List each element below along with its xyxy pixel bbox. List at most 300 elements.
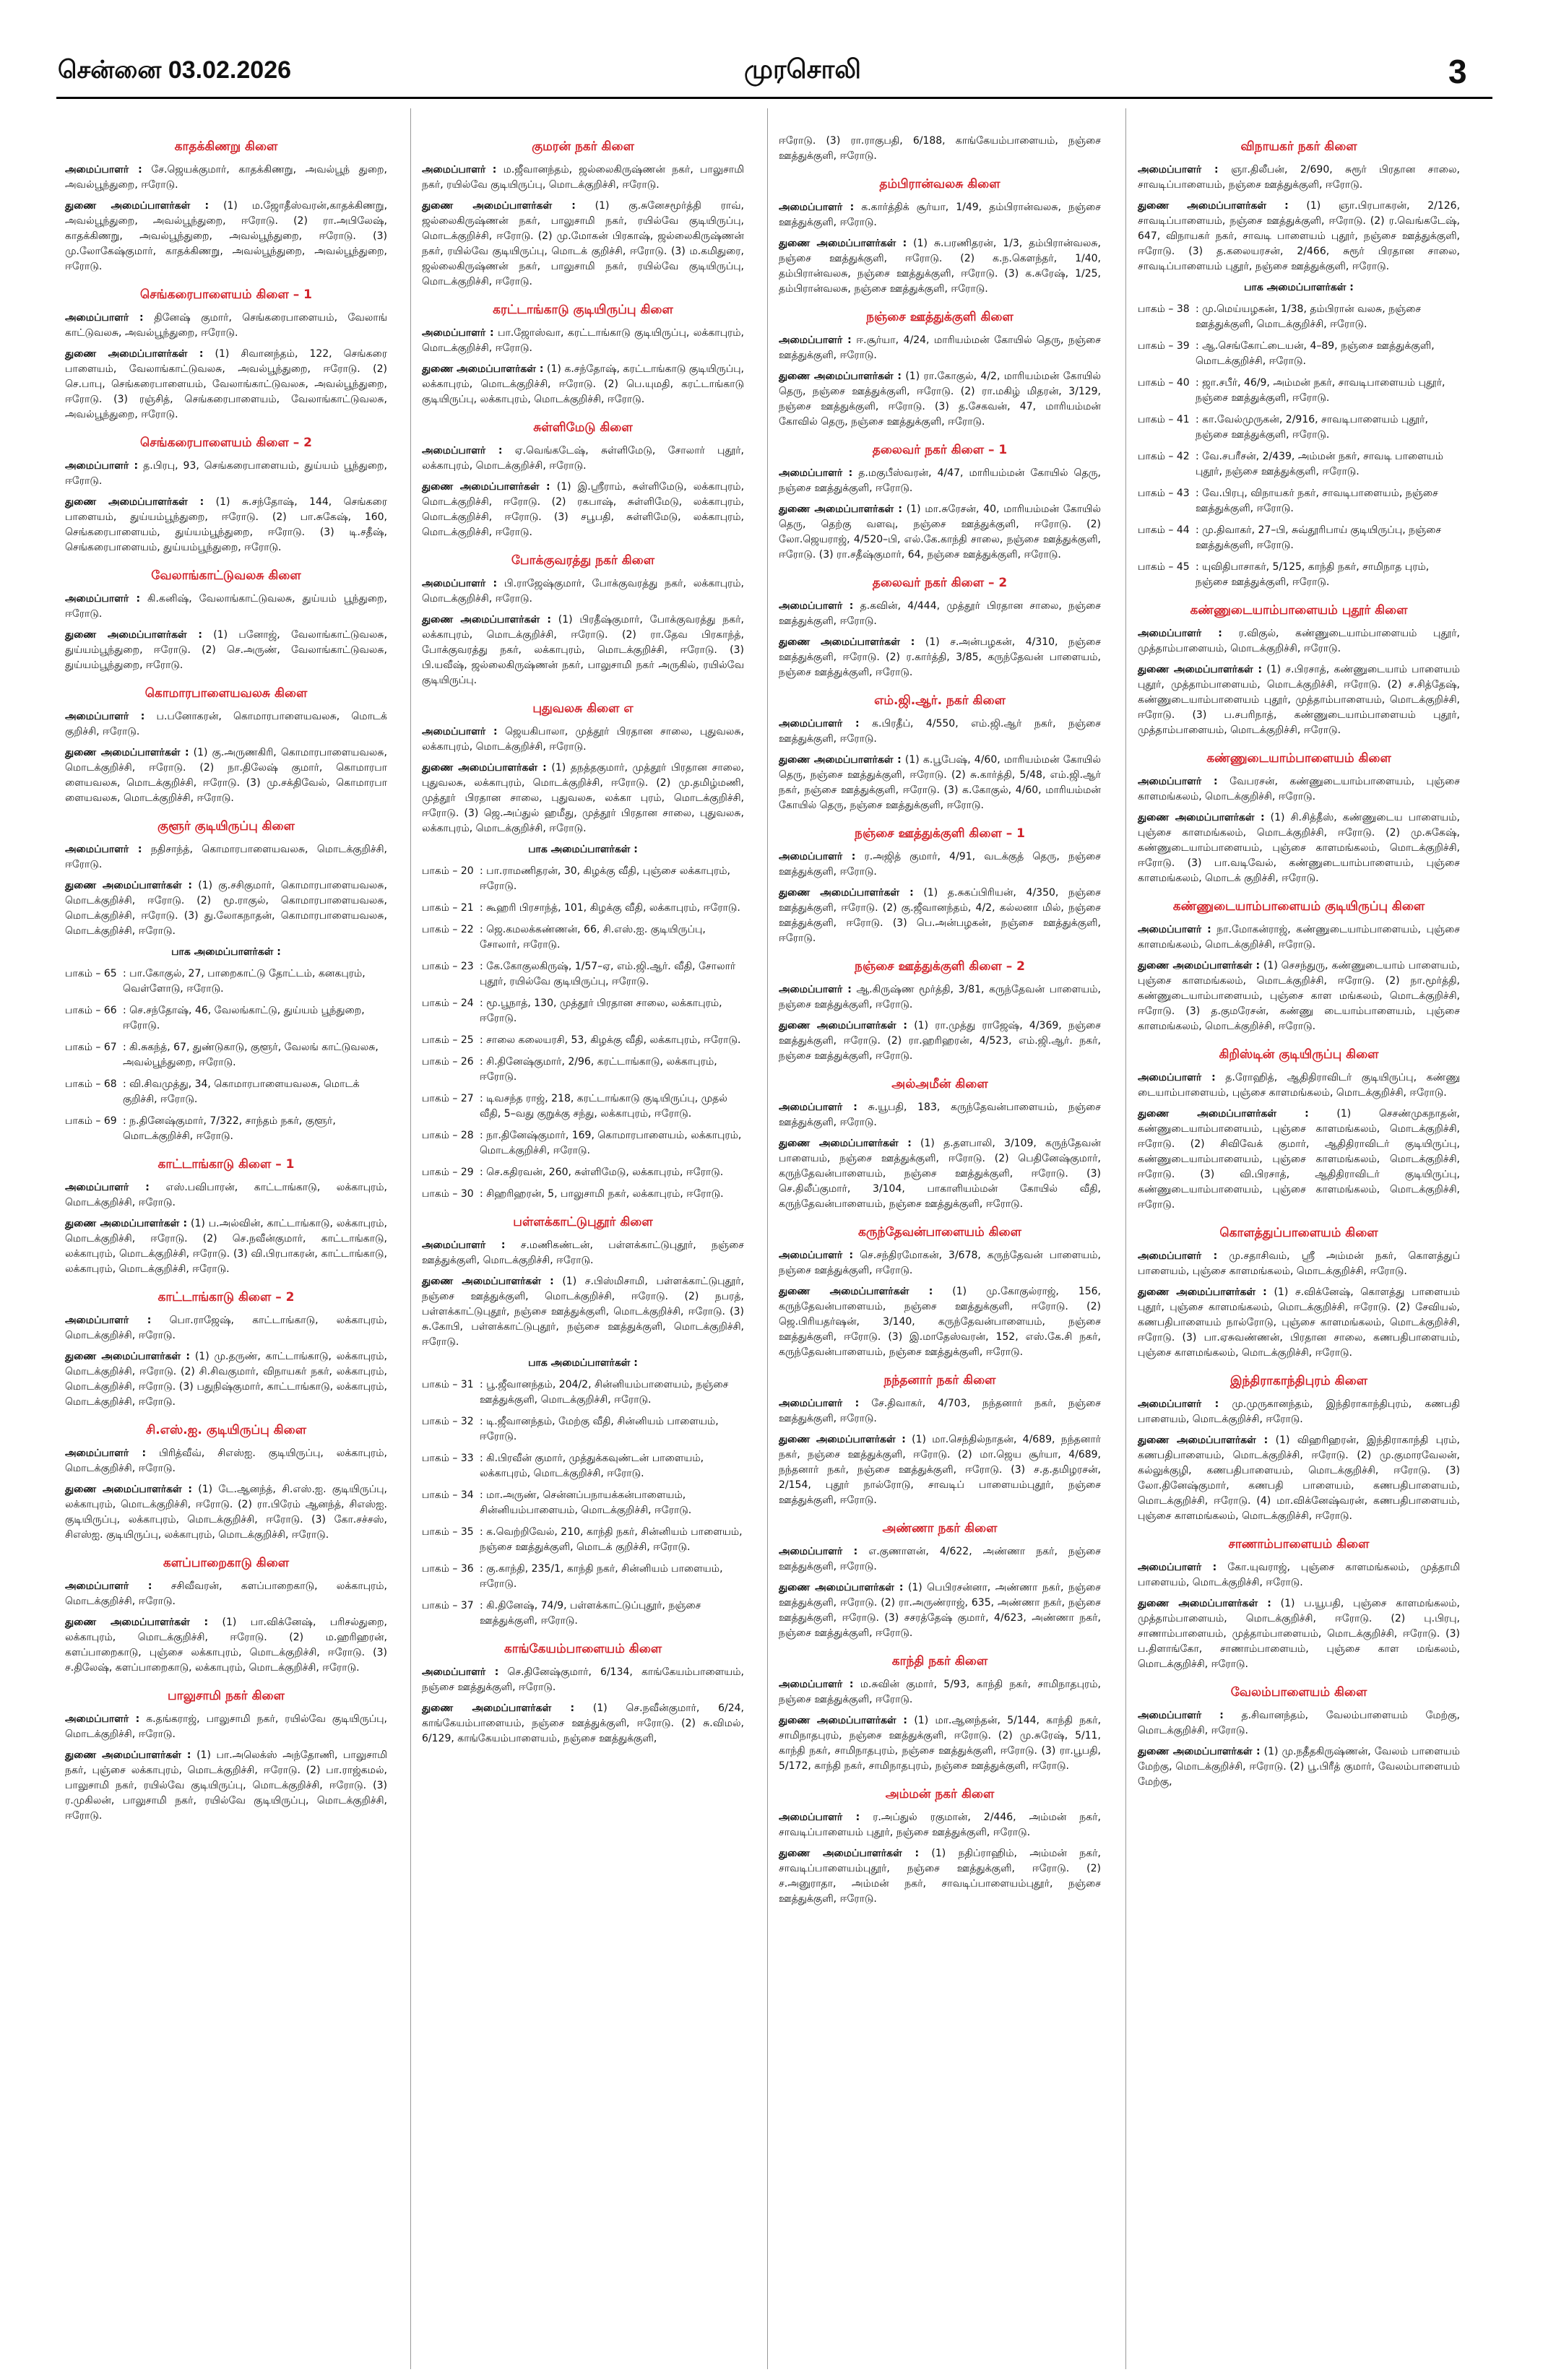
organizer-label: அமைப்பாளர் :	[422, 445, 503, 456]
branch-section	[1138, 899, 1460, 1034]
deputy-label: துணை அமைப்பாளர்கள் :	[1138, 1598, 1271, 1609]
branch-title: சுள்ளிமேடு கிளை	[533, 420, 633, 435]
branch-title: நஞ்சை ஊத்துக்குளி கிளை – 2	[855, 959, 1025, 974]
branch-section	[65, 436, 387, 555]
deputy-label: துணை அமைப்பாளர்கள் :	[65, 348, 204, 360]
organizer-label: அமைப்பாளர் :	[779, 202, 855, 213]
deputy-entry	[422, 1701, 744, 1747]
deputy-label: துணை அமைப்பாளர்கள் :	[779, 754, 902, 766]
bagam-number: பாகம் – 33	[422, 1453, 474, 1464]
organizer-entry	[65, 1712, 387, 1742]
deputy-label: துணை அமைப்பாளர்கள் :	[779, 887, 914, 899]
column-divider	[767, 108, 768, 2369]
bagam-row	[1138, 376, 1460, 406]
column-2	[422, 134, 744, 1760]
deputy-names: (1) ச.அன்பழகன், 4/310, நஞ்சை ஊத்துக்குளி, ஈரோடு. (2) ர.கார்த்தி, 3/85, கருந்தேவன் பாளையம், நஞ்சை ஊத்துக்குளி, ஈரோடு.	[779, 636, 1102, 678]
deputy-label: துணை அமைப்பாளர்கள் :	[65, 1218, 188, 1229]
bagam-row	[422, 1488, 744, 1518]
branch-section	[1138, 751, 1460, 886]
deputy-entry	[422, 199, 744, 290]
organizer-label: அமைப்பாளர் :	[422, 164, 497, 176]
branch-title: போக்குவரத்து நகர் கிளை	[511, 553, 655, 568]
bagam-number: பாகம் – 41	[1138, 414, 1190, 425]
organizer-name: மு.சதாசிவம், ஸ்ரீ அம்மன் நகர், கொளத்துப் பாளையம், புஞ்சை காளமங்கலம், மொடக்குறிச்சி, ஈரோடு.	[1138, 1250, 1460, 1277]
organizer-entry	[779, 982, 1101, 1013]
deputy-names: (1) செ.நவீன்குமார், 6/24, காங்கேயம்பாளையம், நஞ்சை ஊத்துக்குளி, ஈரோடு. (2) சு.விமல், 6/129, காங்கேயம்பாளையம், நஞ்சை ஊத்துக்குளி,	[422, 1702, 744, 1744]
bagam-row	[1138, 449, 1460, 480]
deputy-names: (1) பெபிரசன்னா, அண்ணா நகர், நஞ்சை ஊத்துக்குளி, ஈரோடு. (2) ரா.அருண்ராஜ், 635, அண்ணா நகர், நஞ்சை ஊத்துக்குளி, ஈரோடு. (3) சசரத்தேஷ் குமார், 4/623, அண்ணா நகர், நஞ்சை ஊத்துக்குளி, ஈரோடு.	[779, 1582, 1102, 1639]
deputy-names: (1) க.சந்தோஷ், கரட்டாங்காடு குடியிருப்பு, லக்காபுரம், மொடக்குறிச்சி, ஈரோடு. (2) பெ.யுமதி, கரட்டாங்காடு குடியிருப்பு, லக்காபுரம், மொடக்குறிச்சி, ஈரோடு.	[422, 363, 744, 405]
organizer-name: சசிவீவரன், களப்பாறைகாடு, லக்காபுரம், மொடக்குறிச்சி, ஈரோடு.	[65, 1580, 387, 1607]
deputy-entry	[65, 199, 387, 274]
deputy-label: துணை அமைப்பாளர்கள் :	[422, 200, 576, 212]
deputy-entry	[1138, 1285, 1460, 1361]
organizer-entry	[779, 466, 1101, 496]
bagam-organizer: : நா.தினேஷ்குமார், 169, கொமாரபாளையம், லக்காபுரம், மொடக்குறிச்சி, ஈரோடு.	[480, 1130, 742, 1156]
organizer-entry	[1138, 1070, 1460, 1101]
organizer-name: த.ரோஹித், ஆதிதிராவிடர் குடியிருப்பு, கண்ணு டையாம்பாளையம், புஞ்சை காளமங்கலம், மொடக்குறிச்சி, ஈரோடு.	[1138, 1072, 1460, 1099]
bagam-row	[65, 966, 387, 997]
branch-section	[422, 701, 744, 1202]
newspaper-name: முரசொலி	[744, 55, 861, 85]
bagam-number: பாகம் – 39	[1138, 340, 1190, 352]
organizer-entry	[779, 849, 1101, 880]
organizer-name: கி.கனிஷ், வேலாங்காட்டுவலசு, துய்யம் பூந்துறை, ஈரோடு.	[65, 593, 387, 620]
deputy-label: துணை அமைப்பாளர்கள் :	[779, 636, 915, 648]
branch-section	[1138, 1226, 1460, 1361]
organizer-label: அமைப்பாளர் :	[422, 726, 498, 737]
bagam-row	[422, 1165, 744, 1180]
branch-title: களப்பாறைகாடு கிளை	[163, 1556, 290, 1570]
deputy-entry	[1138, 1744, 1460, 1790]
bagam-number: பாகம் – 42	[1138, 451, 1190, 462]
organizer-label: அமைப்பாளர் :	[779, 467, 853, 479]
bagam-number: பாகம் – 20	[422, 865, 474, 877]
branch-title: அம்மன் நகர் கிளை	[885, 1787, 995, 1801]
branch-title: செங்கரைபாளையம் கிளை – 1	[140, 287, 312, 302]
branch-section	[65, 1556, 387, 1676]
branch-title: கொளத்துப்பாளையம் கிளை	[1219, 1226, 1378, 1240]
column-4	[1138, 134, 1460, 1803]
branch-title: அண்ணா நகர் கிளை	[882, 1521, 998, 1536]
branch-section	[1138, 1685, 1460, 1790]
organizer-name: பிரித்வீவ், சிஎஸ்ஐ. குடியிருப்பு, லக்காபுரம், மொடக்குறிச்சி, ஈரோடு.	[65, 1448, 388, 1474]
organizer-name: ர.அஜித் குமார், 4/91, வடக்குத் தெரு, நஞ்சை ஊத்துக்குளி, ஈரோடு.	[779, 851, 1101, 878]
deputy-names: (1) மு.கோகுல்ராஜ், 156, கருந்தேவன்பாளையம், நஞ்சை ஊத்துக்குளி, ஈரோடு. (2) ஜெ.பிரியதர்ஷன், 3/140, கருந்தேவன்பாளையம், நஞ்சை ஊத்துக்குளி, ஈரோடு. (3) இ.மாதேஸ்வரன், 152, எஸ்.கே.சி நகர், கருந்தேவன்பாளையம், நஞ்சை ஊத்துக்குளி, ஈரோடு.	[779, 1286, 1101, 1358]
organizer-label: அமைப்பாளர் :	[1138, 924, 1211, 935]
branch-section	[422, 1215, 744, 1629]
bagam-organizer: : பா.கோகுல், 27, பாறைகாட்டு தோட்டம், கனகபுரம், வெள்ளோடு, ஈரோடு.	[123, 968, 366, 995]
organizer-entry	[65, 842, 387, 873]
deputy-names: (1) கு.சசிகுமார், கொமாரபாளையவலசு, மொடக்குறிச்சி, ஈரோடு. (2) மூ.ராகுல், கொமாரபாளையவலசு, மொடக்குறிச்சி, ஈரோடு. (3) து.லோகநாதன், கொமாரபாளையவலசு, மொடக்குறிச்சி, ஈரோடு.	[65, 880, 387, 937]
organizer-name: மு.முருகானந்தம், இந்திராகாந்திபுரம், கணபதி பாளையம், மொடக்குறிச்சி, ஈரோடு.	[1138, 1398, 1460, 1425]
deputy-entry	[1138, 810, 1460, 886]
branch-title: தலைவர் நகர் கிளை – 2	[872, 576, 1008, 590]
deputy-label: துணை அமைப்பாளர்கள் :	[65, 747, 189, 758]
deputy-names: (1) மு.நதீதகிருஷ்ணன், வேலம் பாளையம் மேற்கு, மொடக்குறிச்சி, ஈரோடு. (2) பூ.பிரீத் குமார், வேலம்பாளையம் மேற்கு,	[1138, 1746, 1460, 1788]
deputy-entry	[779, 1580, 1101, 1641]
column-divider	[1125, 108, 1126, 2369]
organizer-label: அமைப்பாளர் :	[422, 578, 498, 589]
organizer-label: அமைப்பாளர் :	[65, 1182, 150, 1193]
deputy-label: துணை அமைப்பாளர்கள் :	[1138, 1108, 1309, 1120]
deputy-names: (1) ரா.கோகுல், 4/2, மாரியம்மன் கோயில் தெரு, நஞ்சை ஊத்துக்குளி, ஈரோடு. (2) ரா.மகிழ் மிதரன், 3/129, நஞ்சை ஊத்துக்குளி, ஈரோடு. (3) த.சேகவன், 47, மாரியம்மன் கோவில் தெரு, நஞ்சை ஊத்துக்குளி, ஈரோடு.	[779, 371, 1101, 428]
organizer-name: சு.யூபதி, 183, கருந்தேவன்பாளையம், நஞ்சை ஊத்துக்குளி, ஈரோடு.	[779, 1102, 1102, 1128]
bagam-number: பாகம் – 66	[65, 1005, 117, 1016]
deputy-names: (1) கு.சுனேசமூர்த்தி ராவ், ஜல்லைகிருஷ்ணன் நகர், பாலுசாமி நகர், ரயில்வே குடியிருப்பு, மொடக்குறிச்சி, ஈரோடு. (2) மு.மோகன் பிரகாஷ், ஜல்லைகிருஷ்ணன் நகர், ரயில்வே குடியிருப்பு, மொடக் குறிச்சி, ஈரோடு. (3) ம.கமிதுரை, ஜல்லைகிருஷ்ணன் நகர், பாலுசாமி நகர், ரயில்வே குடியிருப்பு, மொடக்குறிச்சி, ஈரோடு.	[422, 200, 744, 287]
organizer-label: அமைப்பாளர் :	[65, 1713, 140, 1725]
organizer-entry	[65, 592, 387, 622]
organizer-name: நா.மோகன்ராஜ், கண்ணுடையாம்பாளையம், புஞ்சை காளமங்கலம், மொடக்குறிச்சி, ஈரோடு.	[1138, 924, 1460, 951]
branch-title: இந்திராகாந்திபுரம் கிளை	[1229, 1374, 1367, 1388]
bagam-row	[422, 1562, 744, 1592]
bagam-number: பாகம் – 31	[422, 1379, 474, 1390]
branch-section	[1138, 1047, 1460, 1213]
bagam-organizer: : ஜெ.கமலக்கண்ணன், 66, சி.எஸ்.ஐ. குடியிருப்பு, சோலார், ஈரோடு.	[480, 924, 706, 951]
organizer-name: ப.பனோகரன், கொமாரபாளையவலசு, மொடக் குறிச்சி, ஈரோடு.	[65, 711, 387, 737]
deputy-names: (1) க.பூபேஷ், 4/60, மாரியம்மன் கோயில் தெரு, நஞ்சை ஊத்துக்குளி, ஈரோடு. (2) சு.கார்த்தி, 5/48, எம்.ஜி.ஆர் நகர், நஞ்சை ஊத்துக்குளி, ஈரோடு. (3) க.கோகுல், 4/60, மாரியம்மன் கோயில் தெரு, நஞ்சை ஊத்துக்குளி, ஈரோடு.	[779, 754, 1101, 811]
deputy-label: துணை அமைப்பாளர்கள் :	[779, 503, 902, 515]
bagam-row	[422, 1033, 744, 1048]
bagam-row	[65, 1040, 387, 1070]
bagam-number: பாகம் – 30	[422, 1188, 474, 1200]
organizer-entry	[779, 1100, 1101, 1130]
deputy-entry	[779, 1432, 1101, 1508]
branch-title: வேலம்பாளையம் கிளை	[1230, 1685, 1367, 1700]
bagam-organizer: : சிஹரிஹரன், 5, பாலுசாமி நகர், லக்காபுரம், ஈரோடு.	[480, 1188, 724, 1200]
bagam-number: பாகம் – 38	[1138, 303, 1190, 315]
branch-section	[779, 1654, 1101, 1774]
deputy-entry	[1138, 1596, 1460, 1672]
deputy-entry	[1138, 959, 1460, 1034]
deputy-names: (1) கு.அருணகிரி, கொமாரபாளையவலசு, மொடக்குறிச்சி, ஈரோடு. (2) நா.திலேஷ் குமார், கொமாரபா ளையவலசு, மொடக்குறிச்சி, ஈரோடு. (3) மு.சக்திவேல், கொமாரபா ளையவலசு, மொடக்குறிச்சி, ஈரோடு.	[65, 747, 388, 804]
organizer-label: அமைப்பாளர் :	[65, 312, 144, 324]
organizer-name: பா.ஜோஸ்வா, கரட்டாங்காடு குடியிருப்பு, லக்காபுரம், மொடக்குறிச்சி, ஈரோடு.	[422, 327, 744, 354]
branch-section	[422, 303, 744, 407]
branch-title: குமரன் நகர் கிளை	[532, 139, 634, 154]
organizer-label: அமைப்பாளர் :	[779, 1250, 854, 1261]
deputy-entry	[779, 753, 1101, 813]
deputy-label: துணை அமைப்பாளர்கள் :	[65, 1484, 192, 1495]
branch-section	[1138, 603, 1460, 738]
branch-section	[779, 177, 1101, 297]
deputy-entry	[779, 635, 1101, 680]
branch-section	[65, 1157, 387, 1277]
organizer-entry	[422, 724, 744, 755]
page-number: 3	[1448, 53, 1467, 90]
organizer-entry	[1138, 1249, 1460, 1279]
bagam-number: பாகம் – 24	[422, 998, 474, 1009]
deputy-label: துணை அமைப்பாளர்கள் :	[65, 200, 209, 212]
branch-section	[779, 1373, 1101, 1508]
deputy-label: துணை அமைப்பாளர்கள் :	[422, 1702, 575, 1714]
deputy-names: (1) ப.அல்வின், காட்டாங்காடு, லக்காபுரம், மொடக்குறிச்சி, ஈரோடு. (2) செ.நவீன்குமார், காட்டாங்காடு, லக்காபுரம், மொடக்குறிச்சி, ஈரோடு. (3) வி.பிரபாகரன், காட்டாங்காடு, லக்காபுரம், மொடக்குறிச்சி, ஈரோடு.	[65, 1218, 388, 1275]
organizer-name: வேபரசன், கண்ணுடையாம்பாளையம், புஞ்சை காளமங்கலம், மொடக்குறிச்சி, ஈரோடு.	[1138, 776, 1460, 802]
organizer-entry	[422, 443, 744, 474]
deputy-names: (1) பா.அலெக்ஸ் அந்தோணி, பாலுசாமி நகர், புஞ்சை லக்காபுரம், மொடக்குறிச்சி, ஈரோடு. (2) பா.ராஜ்கமல், பாலுசாமி நகர், ரயில்வே குடியிருப்பு, மொடக்குறிச்சி, ஈரோடு. (3) ர.முகிலன், பாலுசாமி நகர், ரயில்வே குடியிருப்பு, மொடக்குறிச்சி, ஈரோடு.	[65, 1749, 388, 1822]
branch-title: நந்தனார் நகர் கிளை	[883, 1373, 996, 1388]
branch-section	[422, 553, 744, 688]
organizer-entry	[779, 1396, 1101, 1427]
deputy-entry	[65, 1216, 387, 1277]
bagam-row	[1138, 523, 1460, 553]
deputy-names: (1) சி.சித்தீஸ், கண்ணுடைய பாளையம், புஞ்சை காளமங்கலம், மொடக்குறிச்சி, ஈரோடு. (2) மு.சுகேஷ், கண்ணுடையாம்பாளையம், புஞ்சை காளமங்கலம், மொடக்குறிச்சி, ஈரோடு. (3) பா.வடிவேல், கண்ணுடையாம்பாளையம், புஞ்சை காளமங்கலம், மொடக் குறிச்சி, ஈரோடு.	[1138, 812, 1461, 884]
deputy-entry	[65, 1349, 387, 1410]
deputy-entry	[422, 613, 744, 688]
organizer-name: த.சிவானந்தம், வேலம்பாளையம் மேற்கு, மொடக்குறிச்சி, ஈரோடு.	[1138, 1710, 1460, 1736]
bagam-organizer: : டி.ஜீவானந்தம், மேற்கு வீதி, சின்னியம் பாளையம், ஈரோடு.	[480, 1416, 719, 1442]
column-divider	[410, 108, 411, 2369]
organizer-entry	[65, 1180, 387, 1211]
deputy-label: துணை அமைப்பாளர்கள் :	[65, 629, 202, 641]
deputy-names: (1) தநத்தகுமார், முத்தூர் பிரதான சாலை, புதுவலசு, லக்காபுரம், மொடக்குறிச்சி, ஈரோடு. (2) மு.தமிழ்மணி, முத்தூர் பிரதான சாலை, புதுவலசு, லக்கா புரம், மொடக்குறிச்சி, ஈரோடு. (3) ஜெ.அப்துல் ஹமீது, முத்தூர் பிரதான சாலை, புதுவலசு, லக்காபுரம், மொடக்குறிச்சி, ஈரோடு.	[422, 762, 744, 834]
deputy-label: துணை அமைப்பாளர்கள் :	[779, 371, 902, 382]
branch-title: குளூர் குடியிருப்பு கிளை	[157, 819, 295, 834]
deputy-entry	[779, 886, 1101, 946]
organizer-label: அமைப்பாளர் :	[779, 334, 852, 346]
deputy-label: துணை அமைப்பாளர்கள் :	[779, 1715, 908, 1726]
organizer-label: அமைப்பாளர் :	[779, 1679, 854, 1690]
bagam-organizer: : செ.சந்தோஷ், 46, வேலங்காட்டு, துய்யம் பூந்துறை, ஈரோடு.	[123, 1005, 365, 1031]
deputy-label: துணை அமைப்பாளர்கள் :	[779, 1286, 933, 1297]
deputy-names: (1) இ.ஸ்ரீராம், சுள்ளிமேடு, லக்காபுரம், மொடக்குறிச்சி, ஈரோடு. (2) ரகபாஷ், சுள்ளிமேடு, லக்காபுரம், மொடக்குறிச்சி, ஈரோடு. (3) சபூபதி, சுள்ளிமேடு, லக்காபுரம், மொடக்குறிச்சி, ஈரோடு.	[422, 481, 745, 538]
bagam-number: பாகம் – 34	[422, 1489, 474, 1501]
deputy-names: (1) ச.பிஸ்மிசாமி, பள்ளக்காட்டுபுதூர், நஞ்சை ஊத்துக்குளி, மொடக்குறிச்சி, ஈரோடு. (2) நபரத், பள்ளக்காட்டுபுதூர், நஞ்சை ஊத்துக்குளி, மொடக்குறிச்சி, ஈரோடு. (3) சு.கோபி, பள்ளக்காட்டுபுதூர், நஞ்சை ஊத்துக்குளி, மொடக்குறிச்சி, ஈரோடு.	[422, 1276, 744, 1348]
organizer-label: அமைப்பாளர் :	[1138, 164, 1219, 176]
deputy-entry	[779, 502, 1101, 563]
organizer-name: த.பிரபு, 93, செங்கரைபாளையம், துய்யம் பூந்துறை, ஈரோடு.	[65, 460, 387, 487]
deputy-entry	[779, 1284, 1101, 1360]
organizer-name: ச.மணிகண்டன், பள்ளக்காட்டுபுதூர், நஞ்சை ஊத்துக்குளி, மொடக்குறிச்சி, ஈரோடு.	[422, 1239, 744, 1266]
deputy-entry	[65, 1748, 387, 1824]
bagam-header: பாக அமைப்பாளர்கள் :	[1244, 282, 1354, 293]
deputy-names: (1) மு.தருண், காட்டாங்காடு, லக்காபுரம், மொடக்குறிச்சி, ஈரோடு. (2) சி.சிவகுமார், விநாயகர் நகர், லக்காபுரம், மொடக்குறிச்சி, ஈரோடு. (3) பதுநிஷ்குமார், காட்டாங்காடு, லக்காபுரம், மொடக்குறிச்சி, ஈரோடு.	[65, 1351, 388, 1408]
deputy-entry	[779, 1713, 1101, 1774]
bagam-row	[422, 1377, 744, 1408]
branch-section	[779, 1077, 1101, 1212]
bagam-organizer: : டிவசந்த ராஜ், 218, கரட்டாங்காடு குடியிருப்பு, முதல் வீதி, 5–வது குறுக்கு சந்து, லக்காபுரம், ஈரோடு.	[480, 1093, 727, 1120]
organizer-label: அமைப்பாளர் :	[779, 600, 854, 612]
bagam-row	[422, 1598, 744, 1629]
deputy-label: துணை அமைப்பாளர்கள் :	[1138, 960, 1261, 972]
branch-title: நஞ்சை ஊத்துக்குளி கிளை	[866, 310, 1013, 324]
deputy-entry	[422, 1274, 744, 1350]
bagam-row	[422, 1128, 744, 1159]
branch-section	[779, 826, 1101, 946]
branch-title: சாணாம்பாளையம் கிளை	[1228, 1537, 1370, 1552]
bagam-organizer: : க.வெற்றிவேல், 210, காந்தி நகர், சின்னியம் பாளையம், நஞ்சை ஊத்துக்குளி, மொடக் குறிச்சி, ஈரோடு.	[480, 1526, 743, 1553]
bagam-number: பாகம் – 35	[422, 1526, 474, 1538]
organizer-entry	[779, 333, 1101, 363]
bagam-number: பாகம் – 23	[422, 961, 474, 972]
organizer-label: அமைப்பாளர் :	[779, 1102, 857, 1113]
deputy-names: (1) சு.பரணிதரன், 1/3, தம்பிரான்வலசு, நஞ்சை ஊத்துக்குளி, ஈரோடு. (2) க.ந.கௌந்தர், 1/40, தம்பிரான்வலசு, நஞ்சை ஊத்துக்குளி, ஈரோடு. (3) க.சுரேஷ், 1/25, தம்பிரான்வலசு, நஞ்சை ஊத்துக்குளி, ஈரோடு.	[779, 238, 1102, 295]
deputy-entry	[65, 1482, 387, 1543]
branch-section	[779, 1521, 1101, 1641]
organizer-entry	[779, 1810, 1101, 1840]
branch-title: தலைவர் நகர் கிளை – 1	[872, 443, 1008, 457]
deputy-names: (1) ரா.முத்து ராஜேஷ், 4/369, நஞ்சை ஊத்துக்குளி, ஈரோடு. (2) ரா.ஹரிஹரன், 4/523, எம்.ஜி.ஆர். நகர், நஞ்சை ஊத்துக்குளி, ஈரோடு.	[779, 1020, 1101, 1062]
bagam-header: பாக அமைப்பாளர்கள் :	[171, 946, 281, 958]
bagam-organizer: : கி.பிரவீன் குமார், முத்துக்கவுண்டன் பாளையம், லக்காபுரம், மொடக்குறிச்சி, ஈரோடு.	[480, 1453, 704, 1479]
bagam-row	[422, 1525, 744, 1555]
organizer-label: அமைப்பாளர் :	[65, 1315, 152, 1326]
branch-section	[779, 959, 1101, 1064]
organizer-label: அமைப்பாளர் :	[65, 844, 142, 855]
organizer-label: அமைப்பாளர் :	[779, 1398, 860, 1409]
deputy-label: துணை அமைப்பாளர்கள் :	[779, 1138, 912, 1149]
bagam-organizer: : வே.பிரபு, விநாயகர் நகர், சாவடிபாளையம், நஞ்சை ஊத்துக்குளி, ஈரோடு.	[1196, 488, 1438, 514]
branch-title: கண்ணுடையாம்பாளையம் கிளை	[1206, 751, 1391, 766]
deputy-label: துணை அமைப்பாளர்கள் :	[779, 1434, 906, 1445]
organizer-name: பொ.ராஜேஷ், காட்டாங்காடு, லக்காபுரம், மொடக்குறிச்சி, ஈரோடு.	[65, 1315, 387, 1341]
bagam-header: பாக அமைப்பாளர்கள் :	[528, 844, 638, 855]
branch-title: விநாயகர் நகர் கிளை	[1240, 139, 1357, 154]
organizer-entry	[65, 459, 387, 489]
branch-title: தம்பிரான்வலசு கிளை	[879, 177, 1000, 191]
organizer-name: எ.குணாளன், 4/622, அண்ணா நகர், நஞ்சை ஊத்துக்குளி, ஈரோடு.	[779, 1546, 1101, 1572]
organizer-label: அமைப்பாளர் :	[779, 984, 852, 995]
organizer-entry	[779, 1677, 1101, 1708]
deputy-label: துணை அமைப்பாளர்கள் :	[1138, 812, 1265, 823]
branch-title: நஞ்சை ஊத்துக்குளி கிளை – 1	[855, 826, 1025, 841]
deputy-label: துணை அமைப்பாளர்கள் :	[65, 880, 192, 891]
organizer-label: அமைப்பாளர் :	[422, 327, 494, 339]
organizer-label: அமைப்பாளர் :	[1138, 628, 1222, 639]
bagam-number: பாகம் – 29	[422, 1167, 474, 1178]
organizer-name: சே.திவாகர், 4/703, நந்தனார் நகர், நஞ்சை ஊத்துக்குளி, ஈரோடு.	[779, 1398, 1101, 1424]
deputy-names: (1) டே.ஆனந்த், சி.எஸ்.ஐ. குடியிருப்பு, லக்காபுரம், மொடக்குறிச்சி, ஈரோடு. (2) ரா.பிரேம் ஆனந்த், சிஎஸ்ஐ. குடியிருப்பு, லக்காபுரம், மொடக்குறிச்சி, ஈரோடு. (3) கோ.சச்சஸ், சிஎஸ்ஐ. குடியிருப்பு, லக்காபுரம், மொடக்குறிச்சி, ஈரோடு.	[65, 1484, 388, 1541]
bagam-organizer: : செ.கதிரவன், 260, சுள்ளிமேடு, லக்காபுரம், ஈரோடு.	[480, 1167, 724, 1178]
branch-title: கொமாரபாளையவலசு கிளை	[144, 686, 308, 701]
bagam-organizer: : பா.ராமணிதரன், 30, கிழக்கு வீதி, புஞ்சை லக்காபுரம், ஈரோடு.	[480, 865, 730, 892]
bagam-organizer: : ஜா.சபீர், 46/9, அம்மன் நகர், சாவடிபாளையம் புதூர், நஞ்சை ஊத்துக்குளி, ஈரோடு.	[1196, 377, 1445, 404]
organizer-entry	[65, 1446, 387, 1476]
organizer-name: செ.சந்திரமோகன், 3/678, கருந்தேவன் பாளையம், நஞ்சை ஊத்துக்குளி, ஈரோடு.	[779, 1250, 1101, 1276]
branch-title: புதுவலசு கிளை எ	[532, 701, 634, 716]
deputy-entry	[779, 236, 1101, 297]
deputy-entry	[422, 362, 744, 407]
branch-section	[422, 139, 744, 290]
organizer-entry	[65, 311, 387, 341]
bagam-number: பாகம் – 68	[65, 1078, 117, 1090]
organizer-entry	[779, 1248, 1101, 1278]
organizer-name: எஸ்.பவிபாரன், காட்டாங்காடு, லக்காபுரம், மொடக்குறிச்சி, ஈரோடு.	[65, 1182, 387, 1208]
deputy-names: (1) ப.யூபதி, புஞ்சை காளமங்கலம், முத்தாம்பாளையம், மொடக்குறிச்சி, ஈரோடு. (2) பு.பிரபு, சாணாம்பாளையம், முத்தாம்பாளையம், மொடக்குறிச்சி, ஈரோடு. (3) ப.திளாங்கோ, சாணாம்பாளையம், புஞ்சை காள மங்கலம், மொடக்குறிச்சி, ஈரோடு.	[1138, 1598, 1460, 1670]
branch-section	[65, 1290, 387, 1410]
branch-title: காதக்கிணறு கிளை	[174, 139, 278, 154]
deputy-label: துணை அமைப்பாளர்கள் :	[422, 481, 550, 493]
bagam-row	[422, 1451, 744, 1481]
organizer-name: சே.ஜெயக்குமார், காதக்கிணறு, அவல்பூந் துறை, அவல்பூந்துறை, ஈரோடு.	[65, 164, 387, 191]
deputy-label: துணை அமைப்பாளர்கள் :	[1138, 1746, 1261, 1757]
organizer-entry	[422, 1665, 744, 1695]
organizer-name: ம.ஜீவானந்தம், ஜல்லைகிருஷ்ணன் நகர், பாலுசாமி நகர், ரயில்வே குடியிருப்பு, மொடக்குறிச்சி, ஈரோடு.	[422, 164, 744, 191]
deputy-names: (1) செசந்துரு, கண்ணுடையாம் பாளையம், புஞ்சை காளமங்கலம், மொடக்குறிச்சி, ஈரோடு. (2) நா.மூர்த்தி, கண்ணுடையாம்பாளையம், புஞ்சை காள மங்கலம், மொடக்குறிச்சி, ஈரோடு. (3) த.குமரேசன், கண்ணு டையாம்பாளையம், புஞ்சை காளமங்கலம், மொடக்குறிச்சி, ஈரோடு.	[1138, 960, 1461, 1032]
branch-section	[65, 568, 387, 673]
bagam-organizer: : மு.திவாகர், 27–பி, சுவ்தூரிபாய் குடியிருப்பு, நஞ்சை ஊத்துக்குளி, ஈரோடு.	[1196, 524, 1442, 551]
branch-section	[65, 287, 387, 423]
deputy-entry	[1138, 199, 1460, 274]
organizer-name: நதிசாந்த், கொமாரபாளையவலசு, மொடக்குறிச்சி, ஈரோடு.	[65, 844, 387, 870]
deputy-entry	[779, 1846, 1101, 1907]
branch-section	[1138, 1374, 1460, 1524]
deputy-names: (1) பா.விக்னேஷ், பரிசல்துறை, லக்காபுரம், மொடக்குறிச்சி, ஈரோடு. (2) ம.ஹரிஹரன், களப்பாறைகாடு, புஞ்சை லக்காபுரம், மொடக்குறிச்சி, ஈரோடு. (3) ச.திலேஷ், களப்பாறைகாடு, லக்காபுரம், மொடக்குறிச்சி, ஈரோடு.	[65, 1617, 388, 1674]
bagam-row	[422, 864, 744, 894]
organizer-label: அமைப்பாளர் :	[779, 1812, 860, 1823]
deputy-label: துணை அமைப்பாளர்கள் :	[65, 1617, 209, 1628]
bagam-row	[422, 1414, 744, 1445]
continued-text: ஈரோடு. (3) ரா.ராகுபதி, 6/188, காங்கேயம்பாளையம், நஞ்சை ஊத்துக்குளி, ஈரோடு.	[779, 135, 1101, 162]
deputy-entry	[65, 628, 387, 673]
organizer-entry	[1138, 1397, 1460, 1427]
branch-title: வேலாங்காட்டுவலசு கிளை	[151, 568, 301, 583]
bagam-row	[422, 922, 744, 953]
branch-title: எம்.ஜி.ஆர். நகர் கிளை	[874, 693, 1006, 708]
organizer-entry	[65, 709, 387, 740]
organizer-entry	[65, 1313, 387, 1343]
deputy-entry	[65, 495, 387, 555]
deputy-entry	[779, 1018, 1101, 1064]
bagam-row	[65, 1114, 387, 1144]
bagam-number: பாகம் – 28	[422, 1130, 474, 1141]
organizer-name: த.கவின், 4/444, முத்தூர் பிரதான சாலை, நஞ்சை ஊத்துக்குளி, ஈரோடு.	[779, 600, 1101, 627]
organizer-name: பி.ராஜேஷ்குமார், போக்குவரத்து நகர், லக்காபுரம், மொடக்குறிச்சி, ஈரோடு.	[422, 578, 744, 605]
branch-title: கண்ணுடையாம்பாளையம் குடியிருப்பு கிளை	[1172, 899, 1425, 914]
bagam-number: பாகம் – 32	[422, 1416, 474, 1427]
deputy-entry	[65, 347, 387, 423]
organizer-name: க.தங்கராஜ், பாலுசாமி நகர், ரயில்வே குடியிருப்பு, மொடக்குறிச்சி, ஈரோடு.	[65, 1713, 387, 1740]
branch-title: காட்டாங்காடு கிளை – 1	[157, 1157, 295, 1172]
branch-section	[779, 134, 1101, 164]
deputy-label: துணை அமைப்பாளர்கள் :	[65, 1351, 191, 1362]
deputy-names: (1) மா.ஆனந்தன், 5/144, காந்தி நகர், சாமிநாதபுரம், நஞ்சை ஊத்துக்குளி, ஈரோடு. (2) மு.சுரேஷ், 5/11, காந்தி நகர், சாமிநாதபுரம், நஞ்சை ஊத்துக்குளி, ஈரோடு. (3) ரா.பூபதி, 5/172, காந்தி நகர், சாமிநாதபுரம், நஞ்சை ஊத்துக்குளி, ஈரோடு.	[779, 1715, 1102, 1772]
bagam-number: பாகம் – 40	[1138, 377, 1190, 389]
deputy-names: (1) ம.ஜோதீஸ்வரன்,காதக்கிணறு, அவல்பூந்துறை, அவல்பூந்துறை, ஈரோடு. (2) ரா.அபிலேஷ், காதக்கிணறு, அவல்பூந்துறை, அவல்பூந்துறை, ஈரோடு. (3) மு.லோகேஷ்குமார், காதக்கிணறு, அவல்பூந்துறை, அவல்பூந்துறை, ஈரோடு.	[65, 200, 388, 272]
organizer-entry	[422, 163, 744, 193]
bagam-organizer: : கு.காந்தி, 235/1, காந்தி நகர், சின்னியம் பாளையம், ஈரோடு.	[480, 1563, 723, 1590]
organizer-name: கோ.யுவராஜ், புஞ்சை காளமங்கலம், முத்தாமி பாளையம், மொடக்குறிச்சி, ஈரோடு.	[1138, 1562, 1460, 1588]
organizer-name: க.கார்த்திக் சூர்யா, 1/49, தம்பிரான்வலசு, நஞ்சை ஊத்துக்குளி, ஈரோடு.	[779, 202, 1101, 228]
bagam-number: பாகம் – 67	[65, 1042, 117, 1053]
organizer-name: ம.சுவின் குமார், 5/93, காந்தி நகர், சாமிநாதபுரம், நஞ்சை ஊத்துக்குளி, ஈரோடு.	[779, 1679, 1101, 1705]
bagam-number: பாகம் – 43	[1138, 488, 1190, 499]
deputy-entry	[1138, 1433, 1460, 1524]
deputy-label: துணை அமைப்பாளர்கள் :	[422, 363, 544, 375]
organizer-name: தினேஷ் குமார், செங்கரைபாளையம், வேலாங் காட்டுவலசு, அவல்பூந்துறை, ஈரோடு.	[65, 312, 387, 339]
branch-section	[779, 693, 1101, 813]
bagam-row	[422, 901, 744, 916]
deputy-names: (1) நதிப்ராஹிம், அம்மன் நகர், சாவடிப்பாளையம்புதூர், நஞ்சை ஊத்துக்குளி, ஈரோடு. (2) ச.அனுராதா, அம்மன் நகர், சாவடிப்பாளையம்புதூர், நஞ்சை ஊத்துக்குளி, ஈரோடு.	[779, 1848, 1102, 1905]
bagam-number: பாகம் – 21	[422, 902, 474, 914]
organizer-entry	[65, 163, 387, 193]
bagam-row	[1138, 302, 1460, 332]
branch-title: காட்டாங்காடு கிளை – 2	[157, 1290, 295, 1304]
bagam-row	[65, 1077, 387, 1107]
deputy-label: துணை அமைப்பாளர்கள் :	[65, 496, 204, 508]
organizer-name: த.மகுபீஸ்வரன், 4/47, மாரியம்மன் கோயில் தெரு, நஞ்சை ஊத்துக்குளி, ஈரோடு.	[779, 467, 1101, 494]
bagam-organizer: : யுவிதிபாசாகர், 5/125, காந்தி நகர், சாமிநாத புரம், நஞ்சை ஊத்துக்குளி, ஈரோடு.	[1196, 561, 1430, 588]
organizer-label: அமைப்பாளர் :	[422, 1666, 499, 1678]
branch-section	[65, 139, 387, 274]
branch-section	[779, 310, 1101, 430]
branch-title: காந்தி நகர் கிளை	[891, 1654, 988, 1669]
organizer-label: அமைப்பாளர் :	[1138, 1250, 1218, 1262]
branch-title: கரட்டாங்காடு குடியிருப்பு கிளை	[493, 303, 673, 317]
organizer-entry	[1138, 1560, 1460, 1591]
bagam-number: பாகம் – 37	[422, 1600, 474, 1611]
organizer-label: அமைப்பாளர் :	[779, 718, 860, 730]
